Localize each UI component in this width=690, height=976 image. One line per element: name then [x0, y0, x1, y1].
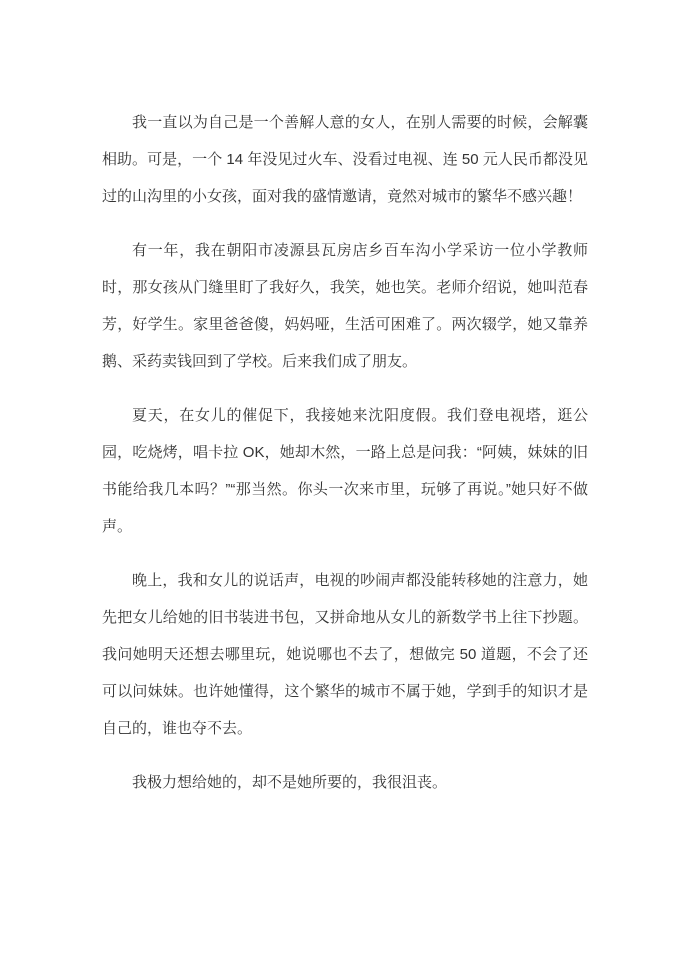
- paragraph-2: 有一年，我在朝阳市凌源县瓦房店乡百车沟小学采访一位小学教师时，那女孩从门缝里盯了我好久，我笑，她也笑。老师介绍说，她叫范春芳，好学生。家里爸爸傻，妈妈哑，生活可困难了。两次辍学，她又靠养鹅、采药卖钱回到了学校。后来我们成了朋友。: [102, 242, 588, 370]
- paragraph-4: 晚上，我和女儿的说话声，电视的吵闹声都没能转移她的注意力，她先把女儿给她的旧书装进书包，又拼命地从女儿的新数学书上往下抄题。我问她明天还想去哪里玩，她说哪也不去了，想做完 50 道题，不会了还可以问妹妹。也许她懂得，这个繁华的城市不属于她，学到手的知识才是自己的，谁也夺不去。: [102, 572, 588, 737]
- paragraph-3: 夏天，在女儿的催促下，我接她来沈阳度假。我们登电视塔，逛公园，吃烧烤，唱卡拉 OK，她却木然，一路上总是问我：“阿姨，妹妹的旧书能给我几本吗？”“那当然。你头一次来市里，玩够了再说。”她只好不做声。: [102, 407, 588, 535]
- paragraph-5: 我极力想给她的，却不是她所要的，我很沮丧。: [132, 774, 448, 791]
- paragraph-1: 我一直以为自己是一个善解人意的女人，在别人需要的时候，会解囊相助。可是，一个 14 年没见过火车、没看过电视、连 50 元人民币都没见过的山沟里的小女孩，面对我的盛情邀请，竟然对城市的繁华不感兴趣！: [102, 114, 588, 205]
